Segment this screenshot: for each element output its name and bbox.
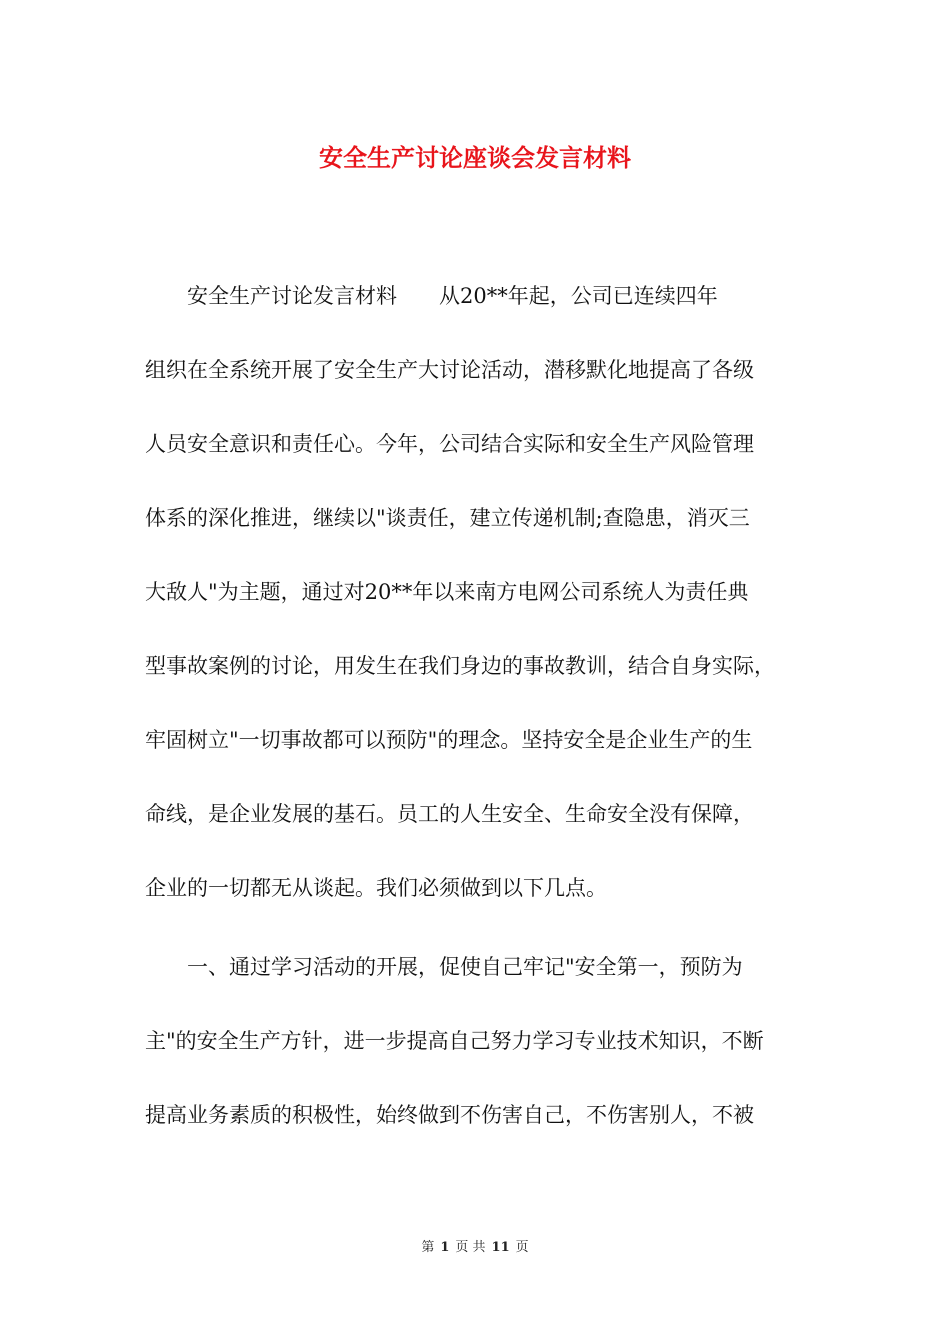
footer-page-number: 1	[440, 1240, 450, 1255]
page-footer	[0, 1236, 950, 1255]
body-line-5: 大敌人"为主题，通过对20**年以来南方电网公司系统人为责任典	[145, 580, 749, 604]
body-line-12: 提高业务素质的积极性，始终做到不伤害自己，不伤害别人，不被	[145, 1103, 754, 1127]
body-line-10: 一、通过学习活动的开展，促使自己牢记"安全第一，预防为	[145, 955, 743, 979]
body-line-11: 主"的安全生产方针，进一步提高自己努力学习专业技术知识，不断	[145, 1029, 764, 1053]
footer-prefix: 第	[421, 1240, 435, 1255]
footer-total-pages: 11	[491, 1240, 510, 1255]
body-line-9: 企业的一切都无从谈起。我们必须做到以下几点。	[145, 876, 607, 900]
footer-mid: 页 共	[455, 1240, 486, 1255]
body-line-7: 牢固树立"一切事故都可以预防"的理念。坚持安全是企业生产的生	[145, 728, 753, 752]
document-title: 安全生产讨论座谈会发言材料	[319, 144, 631, 172]
body-line-3: 人员安全意识和责任心。今年，公司结合实际和安全生产风险管理	[145, 432, 754, 456]
body-line-1: 安全生产讨论发言材料 从20**年起，公司已连续四年	[145, 284, 718, 308]
body-line-6: 型事故案例的讨论，用发生在我们身边的事故教训，结合自身实际，	[145, 654, 775, 678]
body-line-8: 命线，是企业发展的基石。员工的人生安全、生命安全没有保障，	[145, 802, 754, 826]
body-line-2: 组织在全系统开展了安全生产大讨论活动，潜移默化地提高了各级	[145, 358, 754, 382]
footer-suffix: 页	[515, 1240, 529, 1255]
body-line-4: 体系的深化推进，继续以"谈责任，建立传递机制;查隐患，消灭三	[145, 506, 750, 530]
